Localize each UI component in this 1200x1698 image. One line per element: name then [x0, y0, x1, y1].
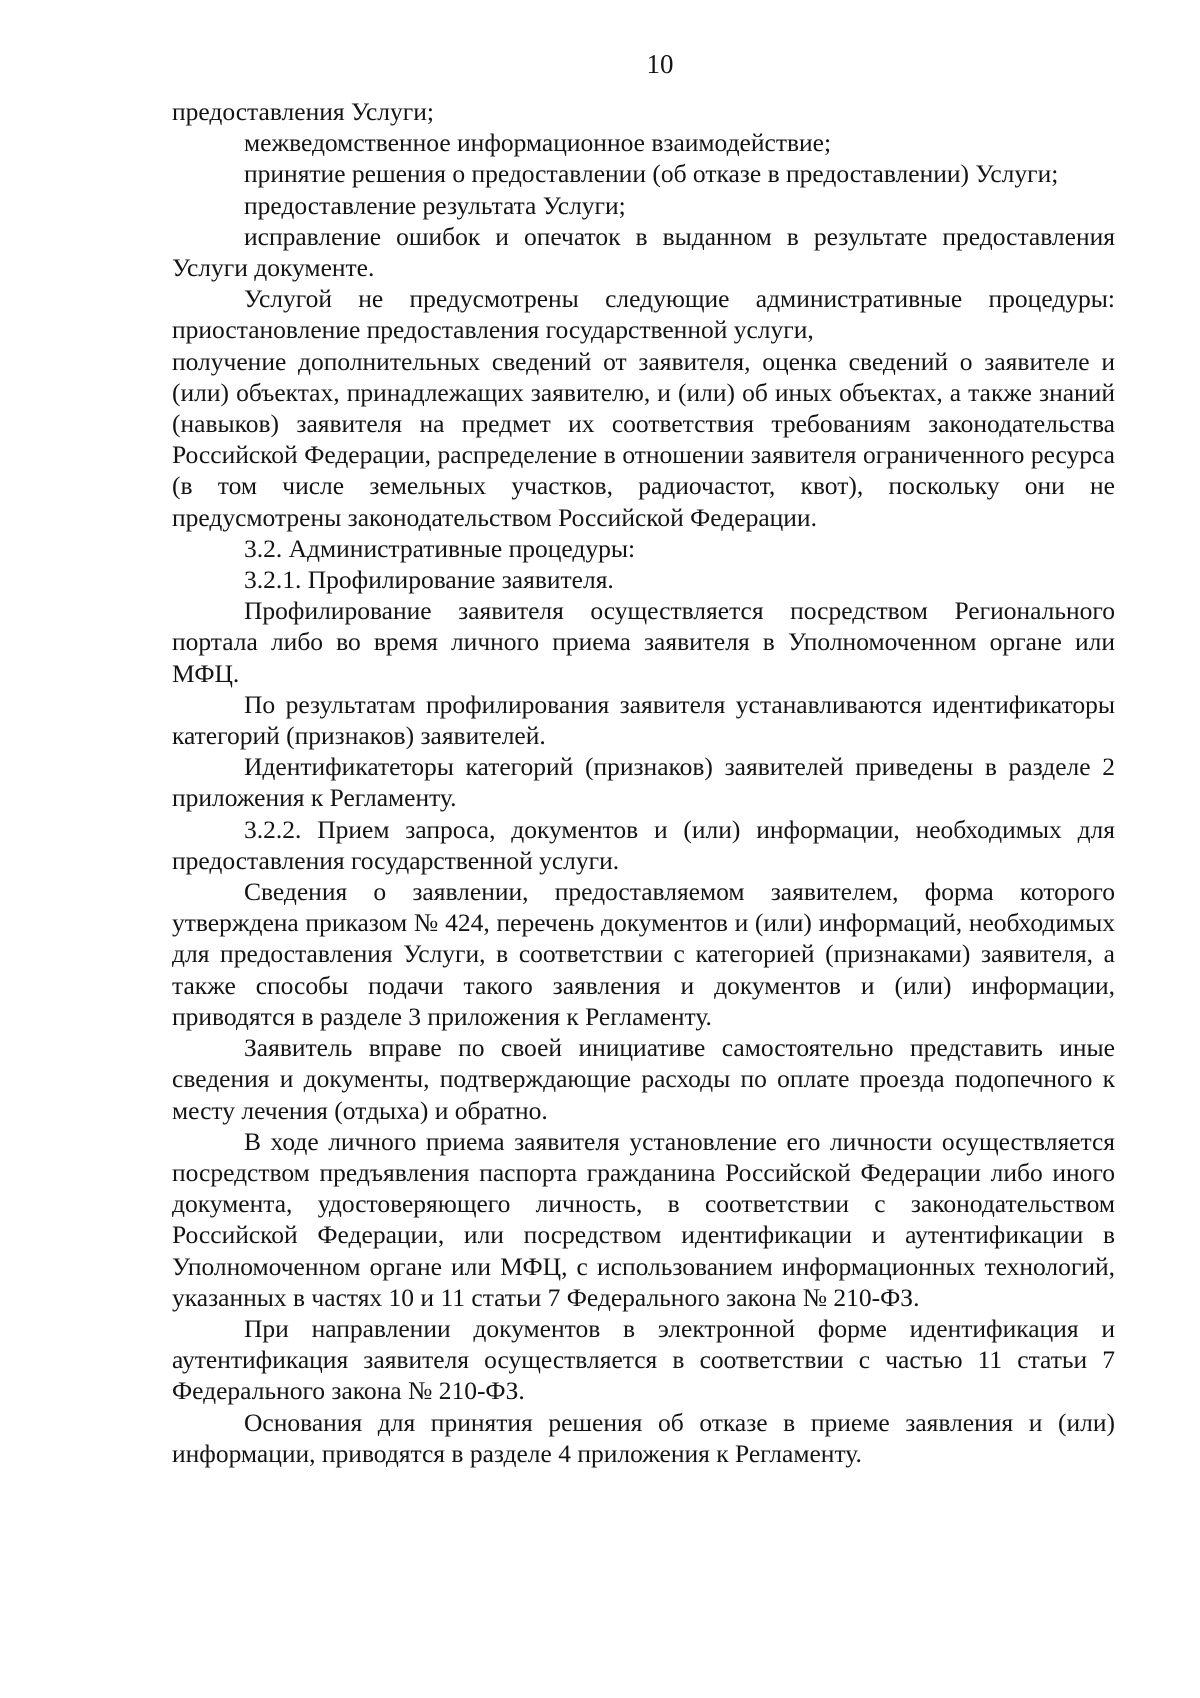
- paragraph: В ходе личного приема заявителя установление его личности осуществляется посредством предъявления паспорта гражданина Российской Федерации либо иного документа, удостоверяющего личность, в соответствии с законодательством Российской Федерации, или посредством идентификации и аутентификации в Уполномоченном органе или МФЦ, с использованием информационных технологий, указанных в частях 10 и 11 статьи 7 Федерального закона № 210-ФЗ.: [172, 1126, 1115, 1312]
- paragraph: предоставление результата Услуги;: [244, 190, 626, 220]
- paragraph: исправление ошибок и опечаток в выданном в результате предоставления Услуги документе.: [172, 221, 1115, 283]
- document-body: [172, 96, 1115, 1469]
- paragraph: Идентификатеторы категорий (признаков) заявителей приведены в разделе 2 приложения к Регламенту.: [172, 752, 1115, 813]
- paragraph: Профилирование заявителя осуществляется посредством Регионального портала либо во время личного приема заявителя в Уполномоченном органе или МФЦ.: [172, 596, 1115, 688]
- paragraph: получение дополнительных сведений от заявителя, оценка сведений о заявителе и (или) объектах, принадлежащих заявителю, и (или) об иных объектах, а также знаний (навыков) заявителя на предмет их соответствия требованиям законодательства Российской Федерации, распределение в отношении заявителя ограниченного ресурса (в том числе земельных участков, радиочастот, квот), поскольку они не предусмотрены законодательством Российской Федерации.: [172, 346, 1115, 532]
- paragraph: предоставления Услуги;: [172, 97, 434, 126]
- paragraph: принятие решения о предоставлении (об отказе в предоставлении) Услуги;: [244, 159, 1059, 189]
- paragraph: Заявитель вправе по своей инициативе самостоятельно представить иные сведения и документы, подтверждающие расходы по оплате проезда подопечного к месту лечения (отдыха) и обратно.: [172, 1033, 1115, 1125]
- paragraph: Услугой не предусмотрены следующие административные процедуры: приостановление предоставления государственной услуги,: [172, 284, 1115, 345]
- page-number: 10: [646, 49, 674, 79]
- paragraph: межведомственное информационное взаимодействие;: [244, 128, 832, 158]
- paragraph: Сведения о заявлении, предоставляемом заявителем, форма которого утверждена приказом № 424, перечень документов и (или) информаций, необходимых для предоставления Услуги, в соответствии с категорией (признаками) заявителя, а также способы подачи такого заявления и документов и (или) информации, приводятся в разделе 3 приложения к Регламенту.: [172, 877, 1115, 1031]
- paragraph: Основания для принятия решения об отказе в приеме заявления и (или) информации, приводятся в разделе 4 приложения к Регламенту.: [172, 1407, 1115, 1468]
- paragraph: По результатам профилирования заявителя устанавливаются идентификаторы категорий (признаков) заявителей.: [172, 689, 1115, 751]
- paragraph: 3.2.2. Прием запроса, документов и (или) информации, необходимых для предоставления государственной услуги.: [172, 814, 1115, 875]
- paragraph: При направлении документов в электронной форме идентификация и аутентификация заявителя осуществляется в соответствии с частью 11 статьи 7 Федерального закона № 210-ФЗ.: [172, 1313, 1115, 1406]
- paragraph: 3.2. Административные процедуры:: [244, 533, 636, 563]
- paragraph: 3.2.1. Профилирование заявителя.: [244, 565, 614, 595]
